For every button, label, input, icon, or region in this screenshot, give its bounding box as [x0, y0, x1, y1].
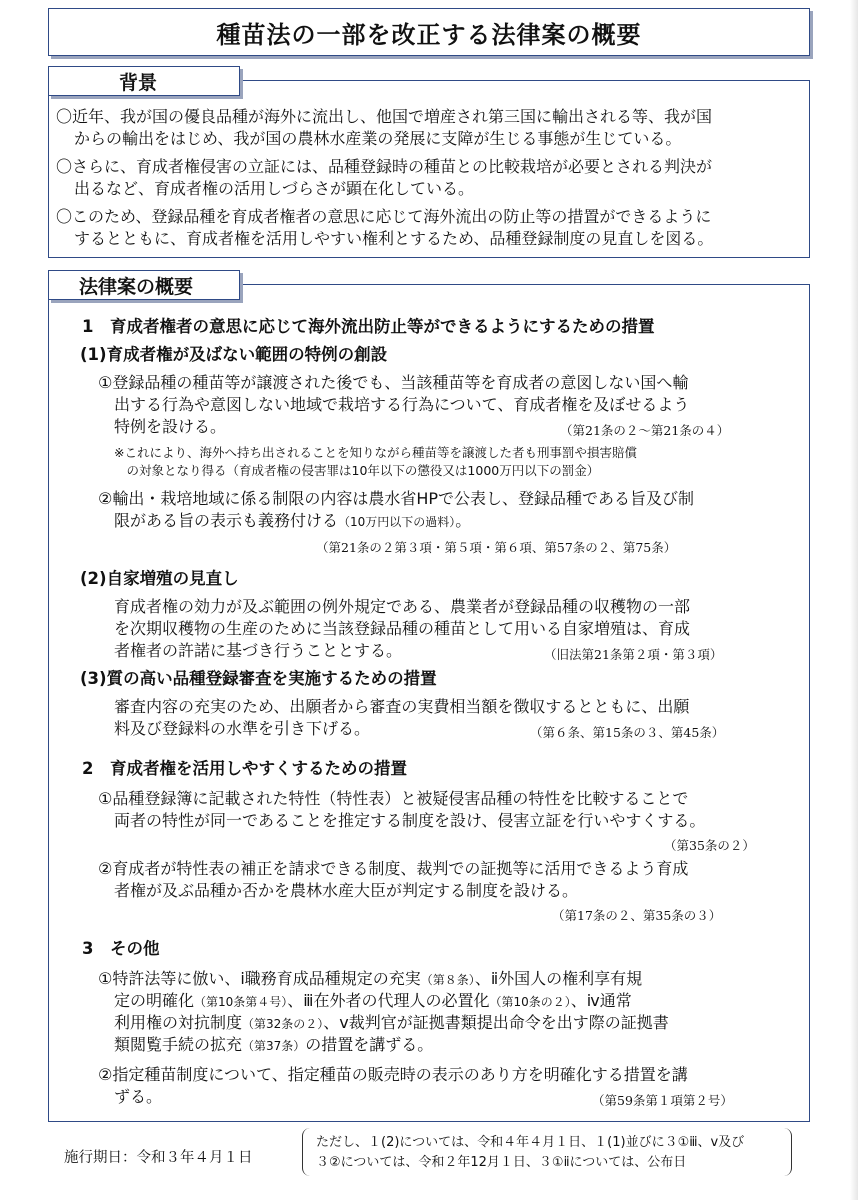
s1-sub1-item2-l1: ②輸出・栽培地域に係る制限の内容は農水省HPで公表し、登録品種である旨及び制 [98, 489, 695, 508]
s1-sub1-item1-l3: 特例を設ける。 [114, 417, 227, 436]
s1-sub1-note-l2: の対象となり得る（育成者権の侵害罪は10年以下の懲役又は1000万円以下の罰金） [114, 463, 600, 478]
background-label: 背景 [48, 66, 240, 96]
s1-sub1-item2-small: （10万円以下の過料） [338, 515, 456, 529]
s1-sub2-heading: (2)自家増殖の見直し [80, 569, 239, 588]
s3-heading: 3 その他 [82, 939, 160, 958]
s1-sub1-heading: (1)育成者権が及ばない範囲の特例の創設 [80, 345, 388, 364]
s1-sub2-body-l3: 者権者の許諾に基づき行うこととする。 [114, 641, 403, 660]
s3-item2-ref: （第59条第１項第２号） [592, 1093, 733, 1108]
background-p3-l1: 〇このため、登録品種を育成者権者の意思に応じて海外流出の防止等の措置ができるように [56, 207, 712, 226]
footer-note-l1: ただし、１(2)については、令和４年４月１日、１(1)並びに３①ⅲ、ⅴ及び [316, 1135, 745, 1150]
footer-note-l2: ３②については、令和２年12月１日、３①ⅱについては、公布日 [316, 1155, 687, 1170]
s3-item2-l1: ②指定種苗制度について、指定種苗の販売時の表示のあり方を明確化する措置を講 [98, 1065, 688, 1084]
background-p1-l1: 〇近年、我が国の優良品種が海外に流出し、他国で増産され第三国に輸出される等、我が国 [56, 107, 713, 126]
s1-sub1-item1-l1: ①登録品種の種苗等が譲渡された後でも、当該種苗等を育成者の意図しない国へ輸 [98, 373, 689, 392]
page-edge [850, 0, 858, 1200]
s3-item1-l3: 利用権の対抗制度（第32条の２）、ⅴ裁判官が証拠書類提出命令を出す際の証拠書 [114, 1013, 669, 1032]
background-p3-l2: するとともに、育成者権を活用しやすい権利とするため、品種登録制度の見直しを図る。 [74, 229, 714, 248]
background-p2-l1: 〇さらに、育成者権侵害の立証には、品種登録時の種苗との比較栽培が必要とされる判決が [56, 157, 713, 176]
s1-sub3-heading: (3)質の高い品種登録審査を実施するための措置 [80, 669, 437, 688]
s2-item2-ref: （第17条の２、第35条の３） [552, 908, 722, 923]
s2-item1-ref: （第35条の２） [664, 838, 755, 853]
s2-item2-l1: ②育成者が特性表の補正を請求できる制度、裁判での証拠等に活用できるよう育成 [98, 859, 689, 878]
s2-item2-l2: 者権が及ぶ品種か否かを農林水産大臣が判定する制度を設ける。 [114, 881, 579, 900]
s2-heading: 2 育成者権を活用しやすくするための措置 [82, 759, 407, 778]
s1-sub3-body-l1: 審査内容の充実のため、出願者から審査の実費相当額を徴収するとともに、出願 [114, 697, 690, 716]
s1-sub2-body-l2: を次期収穫物の生産のために当該登録品種の種苗として用いる自家増殖は、育成 [114, 619, 691, 638]
title-box [48, 8, 810, 56]
s2-item1-l2: 両者の特性が同一であることを推定する制度を設け、侵害立証を行いやすくする。 [114, 811, 706, 830]
page-title: 種苗法の一部を改正する法律案の概要 [216, 20, 642, 49]
s1-sub3-ref: （第６条、第15条の３、第45条） [530, 725, 725, 740]
s3-item2-l2: ずる。 [114, 1087, 163, 1106]
s2-item1-l1: ①品種登録簿に記載された特性（特性表）と被疑侵害品種の特性を比較することで [98, 789, 689, 808]
background-p2-l2: 出るなど、育成者権の活用しづらさが顕在化している。 [74, 179, 475, 198]
s3-item1-l2: 定の明確化（第10条第４号）、ⅲ在外者の代理人の必置化（第10条の２）、ⅳ通常 [114, 991, 632, 1010]
s1-sub1-item1-l2: 出する行為や意図しない地域で栽培する行為について、育成者権を及ぼせるよう [114, 395, 690, 414]
s1-heading: 1 育成者権者の意思に応じて海外流出防止等ができるようにするための措置 [82, 317, 655, 336]
s1-sub1-note-l1: ※これにより、海外へ持ち出されることを知りながら種苗等を譲渡した者も刑事罰や損害賠償 [114, 445, 637, 460]
s1-sub2-body-l1: 育成者権の効力が及ぶ範囲の例外規定である、農業者が登録品種の収穫物の一部 [114, 597, 691, 616]
background-p1-l2: からの輸出をはじめ、我が国の農林水産業の発展に支障が生じる事態が生じている。 [74, 129, 682, 148]
effective-date: 施行期日：令和３年４月１日 [64, 1150, 253, 1166]
s3-item1-l4: 類閲覧手続の拡充（第37条）の措置を講ずる。 [114, 1035, 434, 1054]
s1-sub1-item1-ref: （第21条の２〜第21条の４） [560, 423, 730, 438]
summary-label: 法律案の概要 [48, 270, 240, 300]
s1-sub2-ref: （旧法第21条第２項・第３項） [544, 647, 723, 662]
s1-sub3-body-l2: 料及び登録料の水準を引き下げる。 [114, 719, 371, 738]
s3-item1-l1: ①特許法等に倣い、ⅰ職務育成品種規定の充実（第８条）、ⅱ外国人の権利享有規 [98, 969, 643, 988]
s1-sub1-item2-l2: 限がある旨の表示も義務付ける（10万円以下の過料）。 [114, 511, 472, 530]
s1-sub1-item2-ref: （第21条の２第３項・第５項・第６項、第57条の２、第75条） [316, 540, 677, 555]
